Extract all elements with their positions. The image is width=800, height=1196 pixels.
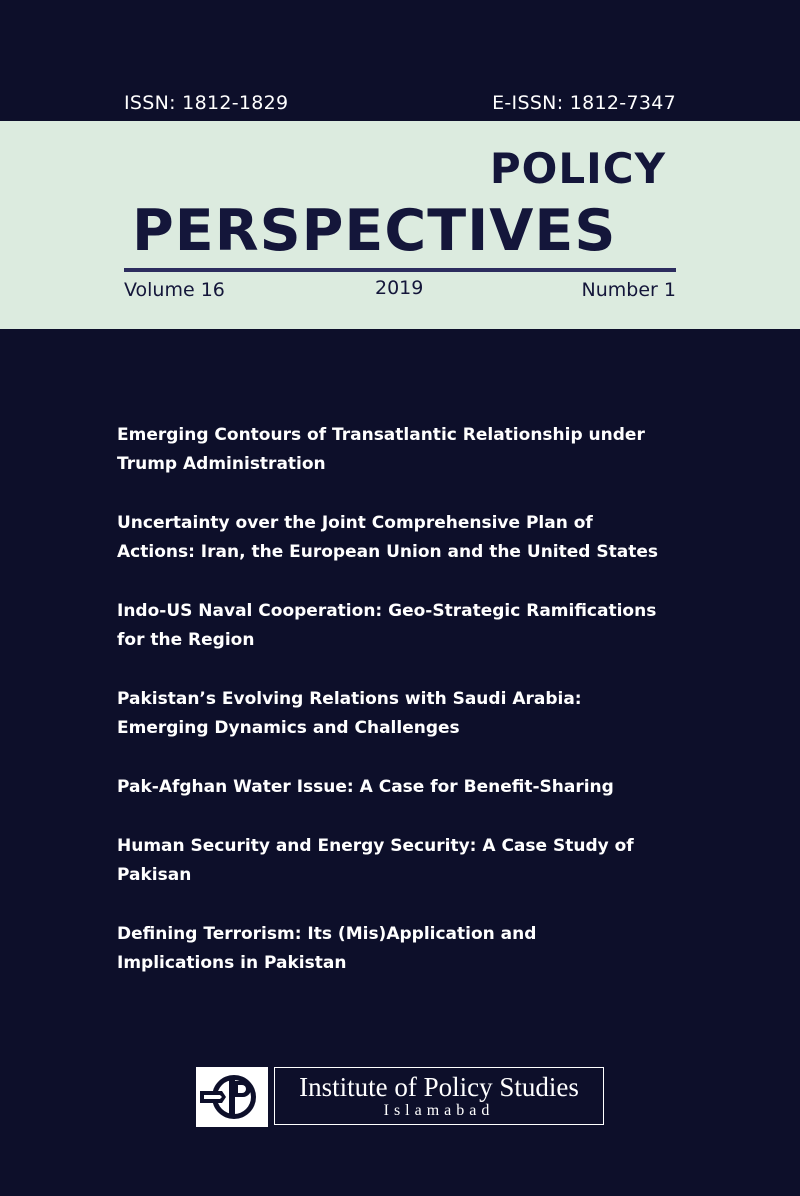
article-title-line: Trump Administration — [117, 454, 326, 474]
number-label: Number 1 — [581, 279, 676, 301]
issn-electronic: E-ISSN: 1812-7347 — [492, 92, 676, 114]
article-title — [117, 832, 697, 890]
article-title-line: Actions: Iran, the European Union and the United States — [117, 542, 658, 562]
article-title — [117, 509, 697, 567]
article-title-line: Human Security and Energy Security: A Case Study of — [117, 836, 634, 856]
article-title-line: Pakistan’s Evolving Relations with Saudi Arabia: — [117, 689, 582, 709]
publisher-name-box — [274, 1067, 604, 1125]
article-title-line: Defining Terrorism: Its (Mis)Application and — [117, 924, 537, 944]
article-title-line: Pak-Afghan Water Issue: A Case for Benefit-Sharing — [117, 777, 614, 797]
article-title-line: for the Region — [117, 630, 255, 650]
year-label: 2019 — [375, 277, 424, 299]
article-title — [117, 773, 697, 802]
article-title-line: Implications in Pakistan — [117, 953, 347, 973]
article-title-line: Indo-US Naval Cooperation: Geo-Strategic Ramifications — [117, 601, 657, 621]
article-title-line: Pakisan — [117, 865, 192, 885]
article-title-line: Uncertainty over the Joint Comprehensive Plan of — [117, 513, 593, 533]
publisher-city: Islamabad — [383, 1102, 495, 1119]
article-list — [117, 421, 697, 1008]
article-title — [117, 685, 697, 743]
article-title — [117, 421, 697, 479]
journal-title-line1: POLICY — [489, 144, 666, 193]
ips-logo-icon — [196, 1067, 268, 1127]
article-title-line: Emerging Dynamics and Challenges — [117, 718, 460, 738]
volume-label: Volume 16 — [124, 279, 225, 301]
article-title — [117, 597, 697, 655]
article-title-line: Emerging Contours of Transatlantic Relationship under — [117, 425, 645, 445]
issn-row — [0, 92, 800, 120]
issn-print: ISSN: 1812-1829 — [124, 92, 289, 114]
journal-title-line2: PERSPECTIVES — [132, 198, 617, 264]
article-title — [117, 920, 697, 978]
title-divider — [124, 268, 676, 272]
publisher-logo — [196, 1067, 606, 1127]
publisher-name: Institute of Policy Studies — [299, 1072, 579, 1102]
